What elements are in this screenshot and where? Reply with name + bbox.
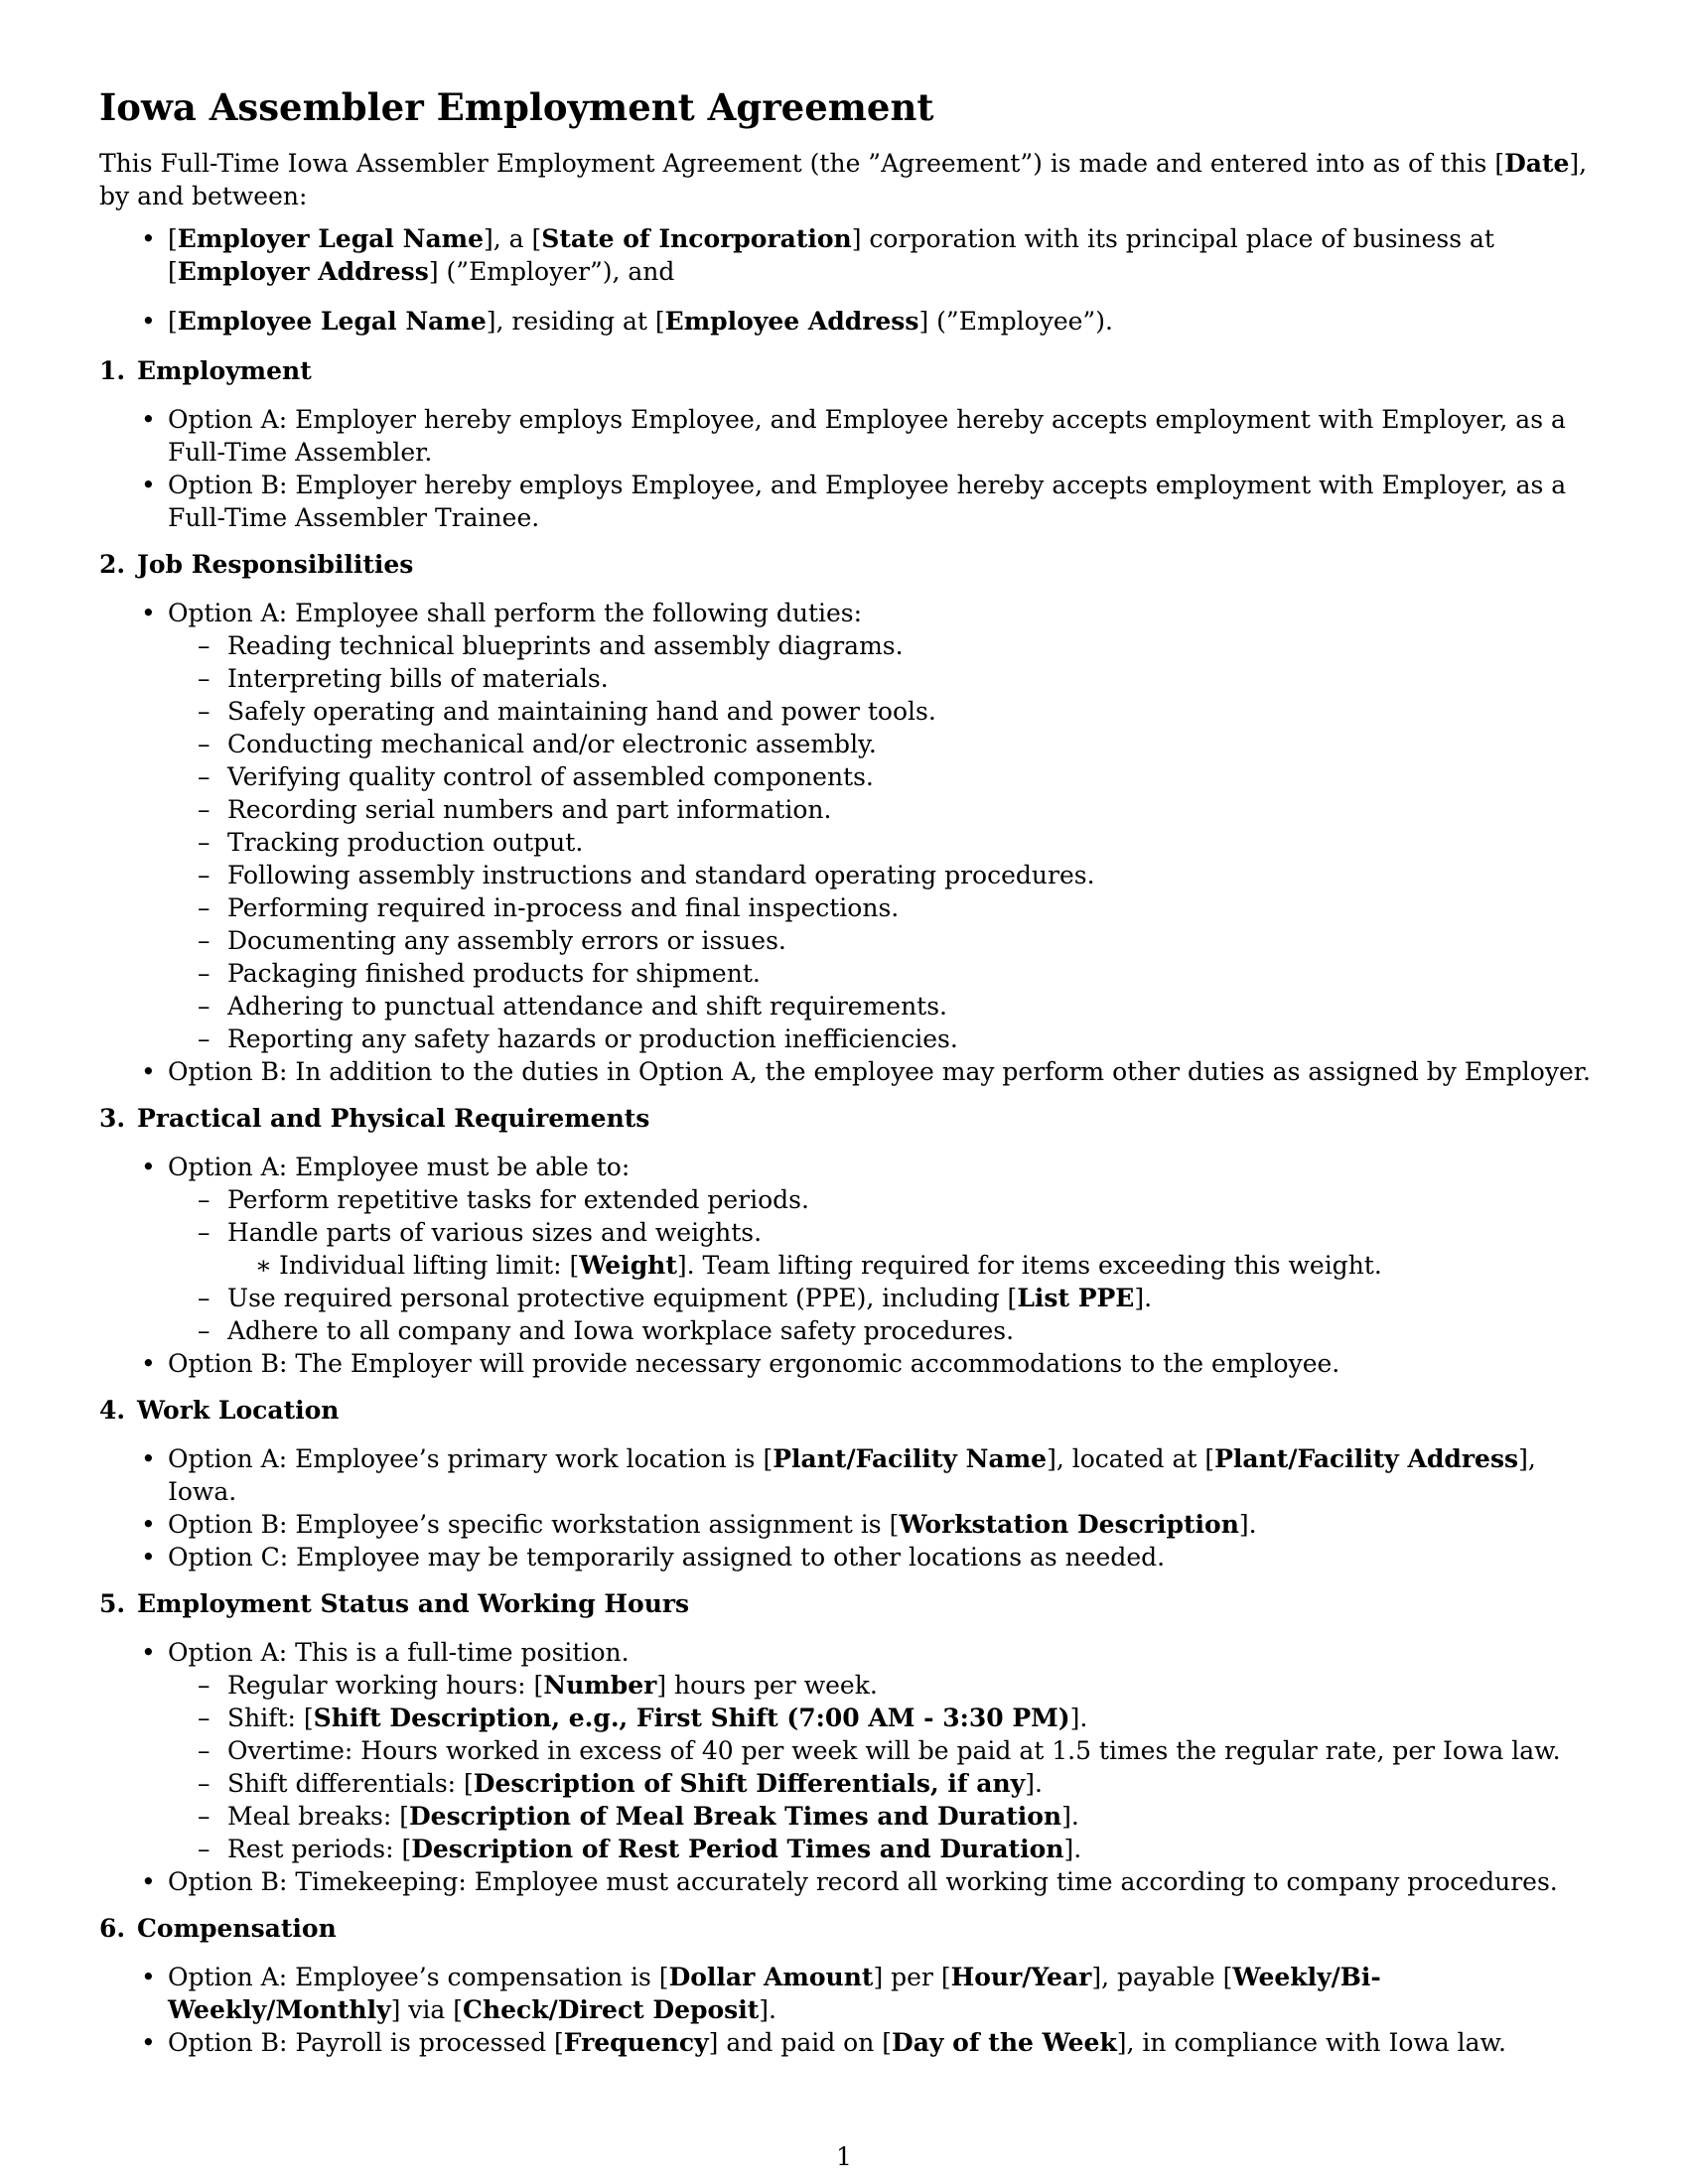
duty-item: – Adhering to punctual attendance and shift requirements. (168, 990, 1594, 1023)
list-item: • Option A: Employer hereby employs Employee, and Employee hereby accepts employment with Employer, as a Full-Time Assembler. (99, 403, 1594, 469)
duties-list (168, 629, 1594, 1055)
list-item: • Option B: Employer hereby employs Employee, and Employee hereby accepts employment with Employer, as a Full-Time Assembler Trainee. (99, 469, 1594, 534)
party-employee: • [Employee Legal Name], residing at [Employee Address] (”Employee”). (99, 305, 1594, 338)
list-item: • Option B: In addition to the duties in Option A, the employee may perform other duties as assigned by Employer. (99, 1055, 1594, 1088)
section-working-hours-options (99, 1636, 1594, 1898)
section-job-responsibilities-options (99, 597, 1594, 1088)
duty-item: – Performing required in-process and final inspections. (168, 891, 1594, 924)
requirement-item: – Handle parts of various sizes and weights. ∗ Individual lifting limit: [Weight]. Team lifting required for items exceeding this weight. (168, 1216, 1594, 1282)
section-heading-job-responsibilities: 2. Job Responsibilities (99, 550, 414, 579)
list-item: • Option B: Employee’s specific workstation assignment is [Workstation Description]. (99, 1508, 1594, 1541)
duty-item: – Packaging finished products for shipment. (168, 957, 1594, 990)
section-physical-requirements-options (99, 1151, 1594, 1380)
date-placeholder: Date (1504, 149, 1570, 178)
list-item: • Option B: Timekeeping: Employee must accurately record all working time according to company procedures. (99, 1865, 1594, 1898)
overtime-item: – Overtime: Hours worked in excess of 40 per week will be paid at 1.5 times the regular rate, per Iowa law. (168, 1734, 1594, 1767)
list-item: • Option C: Employee may be temporarily assigned to other locations as needed. (99, 1541, 1594, 1573)
rest-period-item: – Rest periods: [Description of Rest Period Times and Duration]. (168, 1833, 1594, 1865)
requirements-list (168, 1183, 1594, 1347)
section-employment-options (99, 403, 1594, 534)
ppe-placeholder: List PPE (1017, 1284, 1135, 1312)
lifting-sublist (227, 1249, 1594, 1282)
duty-item: – Reporting any safety hazards or production inefficiencies. (168, 1023, 1594, 1055)
party-employer: • [Employer Legal Name], a [State of Incorporation] corporation with its principal place of business at [Employer Address] (”Employer”), and (99, 222, 1594, 288)
weight-placeholder: Weight (579, 1251, 677, 1280)
section-heading-employment: 1. Employment (99, 356, 312, 385)
duty-item: – Conducting mechanical and/or electronic assembly. (168, 728, 1594, 760)
section-heading-physical-requirements: 3. Practical and Physical Requirements (99, 1104, 650, 1133)
list-item: • Option B: The Employer will provide necessary ergonomic accommodations to the employee. (99, 1347, 1594, 1380)
duty-item: – Interpreting bills of materials. (168, 662, 1594, 695)
document-title: Iowa Assembler Employment Agreement (99, 85, 934, 129)
duty-item: – Tracking production output. (168, 826, 1594, 859)
requirement-item: – Perform repetitive tasks for extended periods. (168, 1183, 1594, 1216)
meal-break-item: – Meal breaks: [Description of Meal Break Times and Duration]. (168, 1800, 1594, 1833)
section-compensation-options (99, 1961, 1594, 2059)
section-work-location-options (99, 1442, 1594, 1573)
section-heading-working-hours: 5. Employment Status and Working Hours (99, 1589, 690, 1618)
duty-item: – Recording serial numbers and part information. (168, 793, 1594, 826)
page-number: 1 (836, 2142, 852, 2171)
list-item: • Option A: Employee must be able to: – Perform repetitive tasks for extended periods. – Handle parts of various sizes and weights. ∗ Individual lifting limit: [Weight]. Team lifting required for items exceeding this weight. – Use required personal protective equipment (PPE), including [List PPE]. – Adhere to all company and Iowa workplace safety procedures. (99, 1151, 1594, 1347)
list-item: • Option B: Payroll is processed [Frequency] and paid on [Day of the Week], in compliance with Iowa law. (99, 2026, 1594, 2059)
hours-item: – Regular working hours: [Number] hours per week. (168, 1669, 1594, 1702)
requirement-item: – Use required personal protective equipment (PPE), including [List PPE]. (168, 1282, 1594, 1314)
lifting-limit-item: ∗ Individual lifting limit: [Weight]. Team lifting required for items exceeding this weight. (227, 1249, 1594, 1282)
shift-item: – Shift: [Shift Description, e.g., First Shift (7:00 AM - 3:30 PM)]. (168, 1702, 1594, 1734)
duty-item: – Following assembly instructions and standard operating procedures. (168, 859, 1594, 891)
list-item: • Option A: Employee’s compensation is [Dollar Amount] per [Hour/Year], payable [Weekly/Bi-Weekly/Monthly] via [Check/Direct Deposit]. (99, 1961, 1594, 2026)
duty-item: – Verifying quality control of assembled components. (168, 760, 1594, 793)
parties-list (99, 222, 1594, 338)
section-heading-compensation: 6. Compensation (99, 1914, 337, 1943)
list-item: • Option A: Employee’s primary work location is [Plant/Facility Name], located at [Plant/Facility Address], Iowa. (99, 1442, 1594, 1508)
section-heading-work-location: 4. Work Location (99, 1396, 340, 1425)
requirement-item: – Adhere to all company and Iowa workplace safety procedures. (168, 1314, 1594, 1347)
hours-list (168, 1669, 1594, 1865)
list-item: • Option A: Employee shall perform the following duties: – Reading technical blueprints and assembly diagrams. – Interpreting bills of materials. – Safely operating and maintaining hand and power tools. – Conducting mechanical and/or electronic assembly. – Verifying quality control of assembled components. – Recording serial numbers and part information. – Tracking production output. – Following assembly instructions and standard operating procedures. – Performing required in-process and final inspections. – Documenting any assembly errors or issues. – Packaging finished products for shipment. – Adhering to punctual attendance and shift requirements. – Reporting any safety hazards or production inefficiencies. (99, 597, 1594, 1055)
document-page (99, 85, 1594, 2059)
duty-item: – Safely operating and maintaining hand and power tools. (168, 695, 1594, 728)
duty-item: – Reading technical blueprints and assembly diagrams. (168, 629, 1594, 662)
duty-item: – Documenting any assembly errors or issues. (168, 924, 1594, 957)
shift-differential-item: – Shift differentials: [Description of Shift Differentials, if any]. (168, 1767, 1594, 1800)
intro-paragraph: This Full-Time Iowa Assembler Employment Agreement (the ”Agreement”) is made and entered into as of this [Date], by and between: (99, 149, 1588, 210)
list-item: • Option A: This is a full-time position. – Regular working hours: [Number] hours per week. – Shift: [Shift Description, e.g., First Shift (7:00 AM - 3:30 PM)]. – Overtime: Hours worked in excess of 40 per week will be paid at 1.5 times the regular rate, per Iowa law. – Shift differentials: [Description of Shift Differentials, if any]. – Meal breaks: [Description of Meal Break Times and Duration]. – Rest periods: [Description of Rest Period Times and Duration]. (99, 1636, 1594, 1865)
